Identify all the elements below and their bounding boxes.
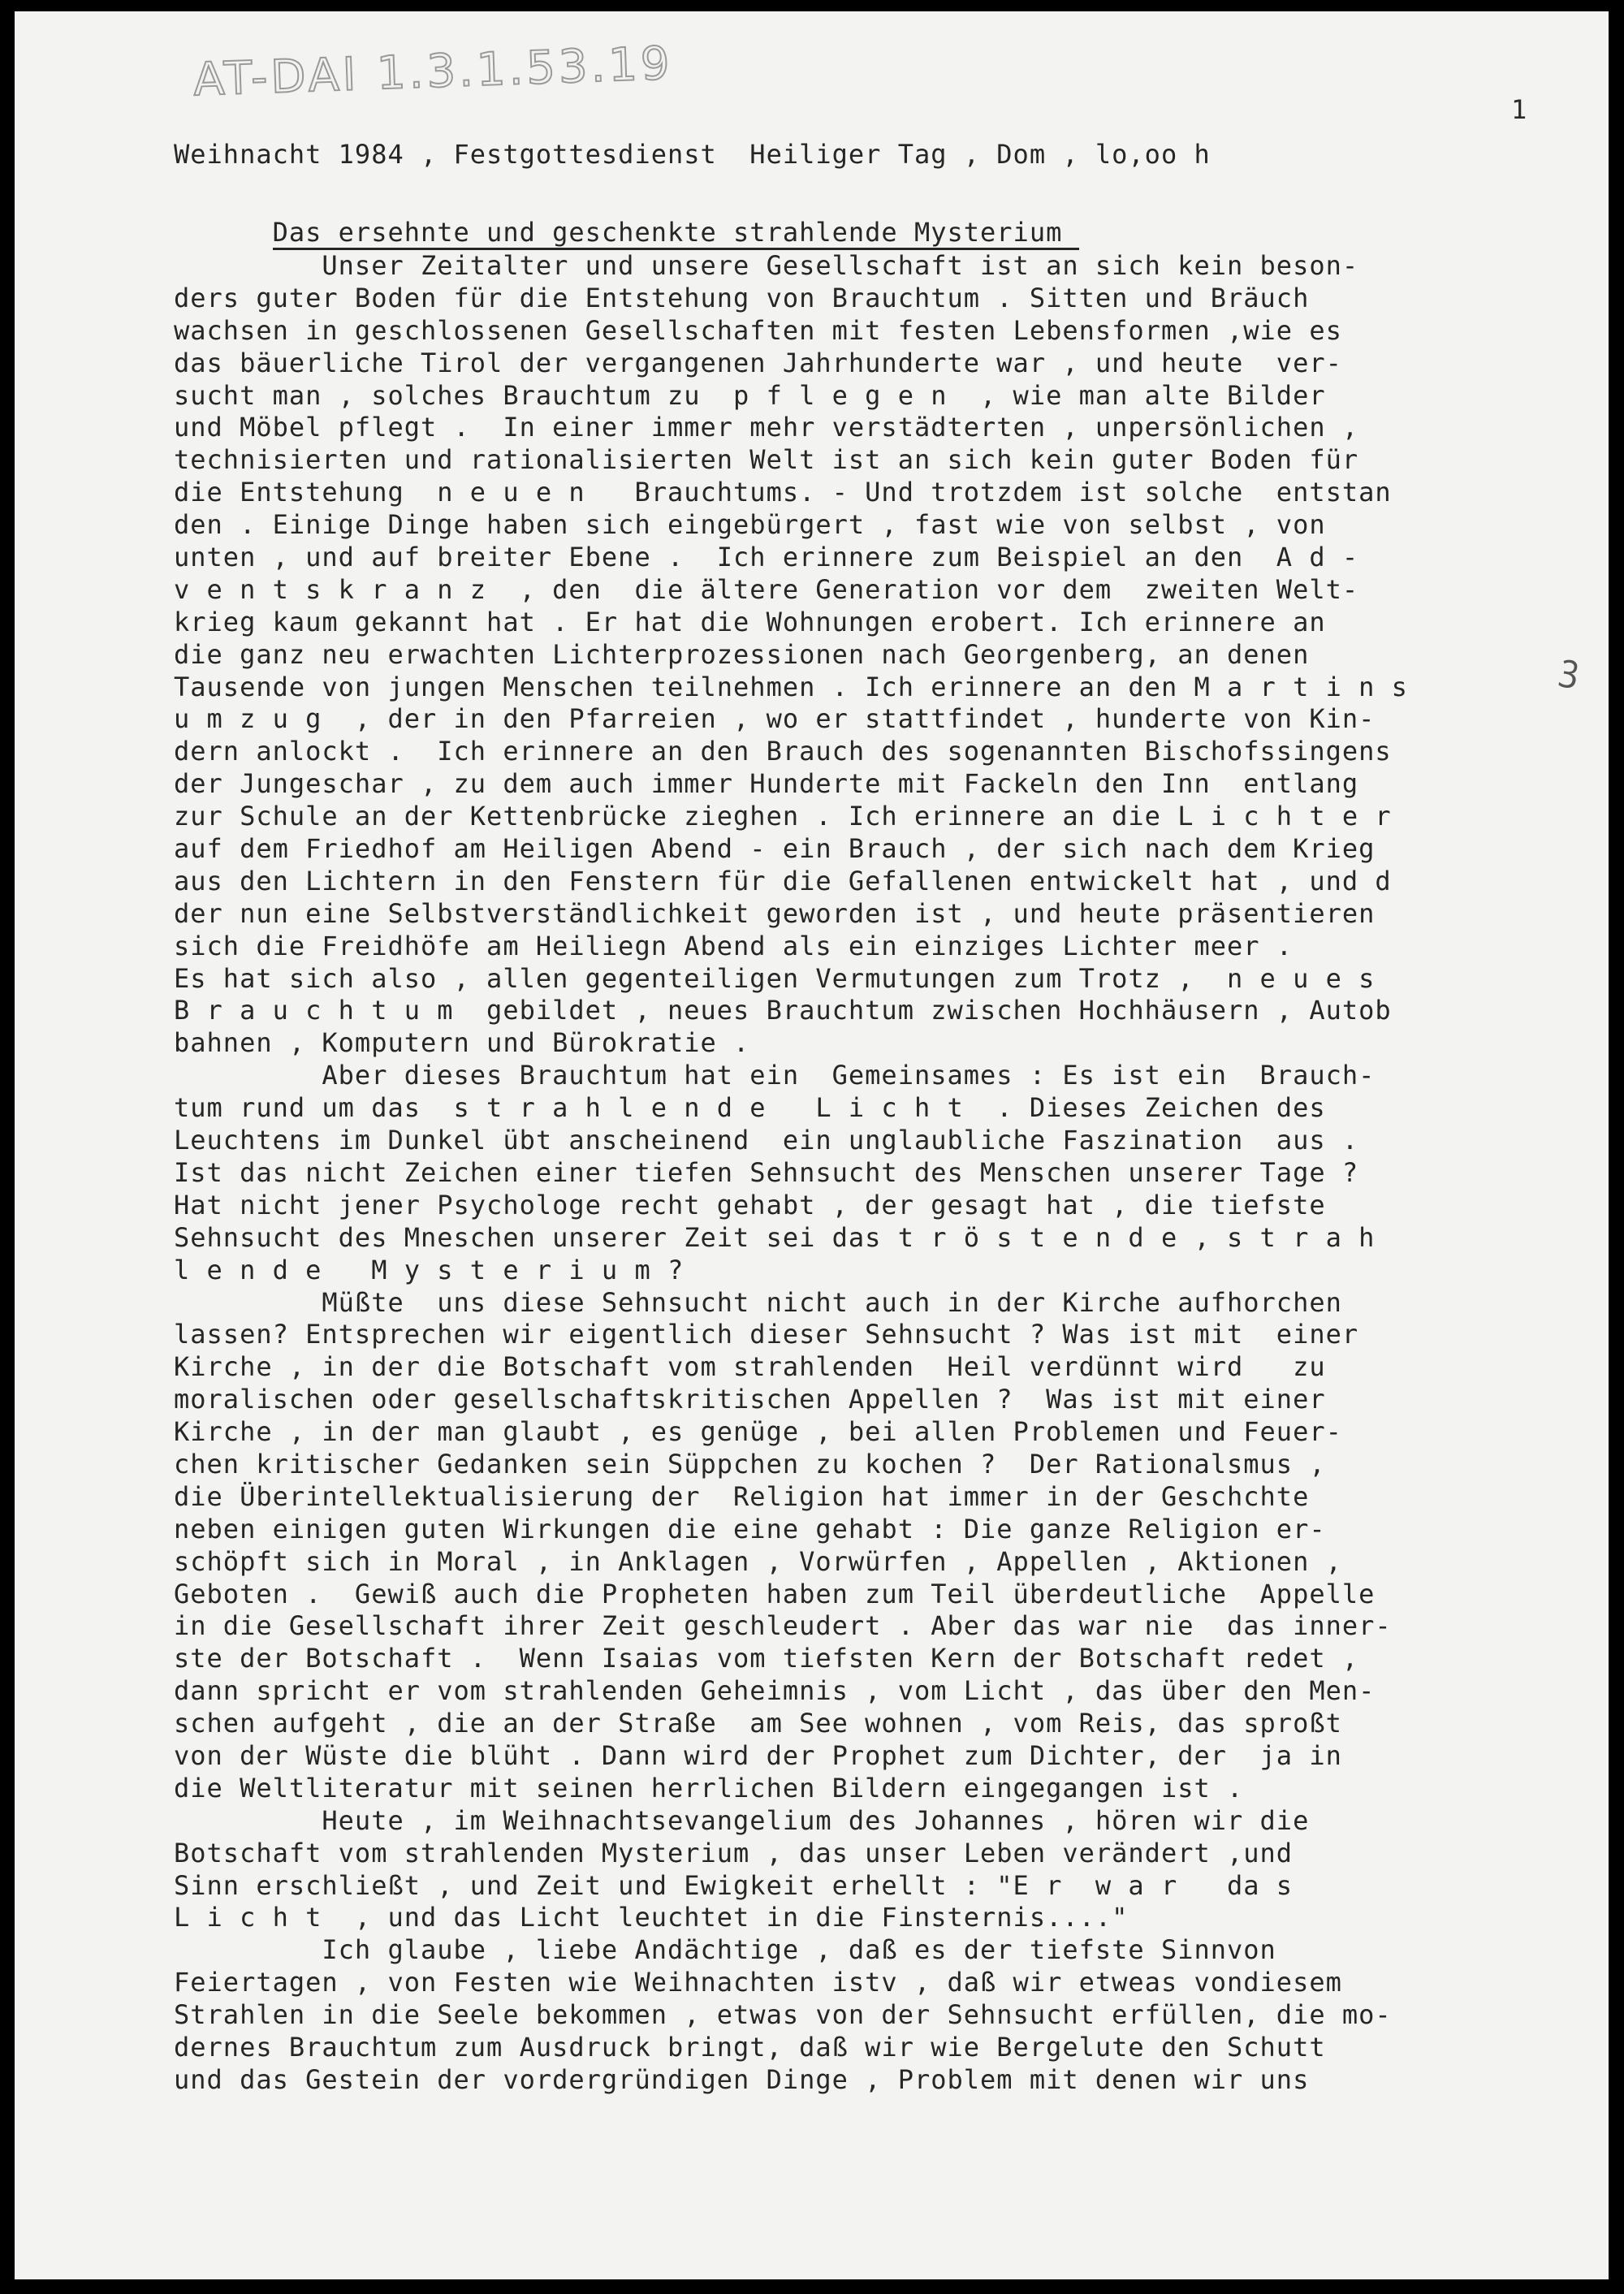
text-line: Sinn erschließt , und Zeit und Ewigkeit erhellt : "E r w a r da s bbox=[174, 1869, 1294, 1901]
text-line: bahnen , Komputern und Bürokratie . bbox=[174, 1027, 750, 1059]
document-heading: Weihnacht 1984 , Festgottesdienst Heiliger Tag , Dom , lo,oo h bbox=[174, 139, 1211, 170]
text-line: Geboten . Gewiß auch die Propheten haben zum Teil überdeutliche Appelle bbox=[174, 1578, 1376, 1609]
text-line: Ich glaube , liebe Andächtige , daß es der tiefste Sinnvon bbox=[174, 1934, 1276, 1966]
text-line: Feiertagen , von Festen wie Weihnachten istv , daß wir etweas vondiesem bbox=[174, 1967, 1342, 1998]
text-line: technisierten und rationalisierten Welt ist an sich kein guter Boden für bbox=[174, 444, 1359, 476]
text-line: chen kritischer Gedanken sein Süppchen zu kochen ? Der Rationalsmus , bbox=[174, 1448, 1326, 1480]
document-page bbox=[15, 11, 1609, 2279]
text-line: Kirche , in der man glaubt , es genüge , bei allen Problemen und Feuer- bbox=[174, 1416, 1342, 1448]
text-line: die ganz neu erwachten Lichterprozessionen nach Georgenberg, an denen bbox=[174, 638, 1310, 670]
text-line: L i c h t , und das Licht leuchtet in die Finsternis...." bbox=[174, 1902, 1129, 1933]
text-line: das bäuerliche Tirol der vergangenen Jahrhunderte war , und heute ver- bbox=[174, 347, 1342, 378]
text-line: aus den Lichtern in den Fenstern für die Gefallenen entwickelt hat , und d bbox=[174, 865, 1392, 896]
text-line: Es hat sich also , allen gegenteiligen Vermutungen zum Trotz , n e u e s bbox=[174, 962, 1376, 994]
page-number: 1 bbox=[1511, 94, 1527, 125]
text-line: dernes Brauchtum zum Ausdruck bringt, daß wir wie Bergelute den Schutt bbox=[174, 2031, 1326, 2063]
text-line: krieg kaum gekannt hat . Er hat die Wohnungen erobert. Ich erinnere an bbox=[174, 606, 1326, 637]
text-line: Unser Zeitalter und unsere Gesellschaft ist an sich kein beson- bbox=[174, 250, 1359, 281]
text-line: Leuchtens im Dunkel übt anscheinend ein unglaubliche Faszination aus . bbox=[174, 1125, 1359, 1156]
typescript-body bbox=[174, 135, 1609, 2097]
text-line: v e n t s k r a n z , den die ältere Generation vor dem zweiten Welt- bbox=[174, 573, 1359, 605]
text-line: der Jungeschar , zu dem auch immer Hunderte mit Fackeln den Inn entlang bbox=[174, 768, 1359, 800]
document-title: Das ersehnte und geschenkte strahlende Mysterium bbox=[273, 217, 1079, 250]
text-line: ders guter Boden für die Entstehung von Brauchtum . Sitten und Bräuch bbox=[174, 282, 1310, 313]
text-line: Heute , im Weihnachtsevangelium des Johannes , hören wir die bbox=[174, 1804, 1310, 1836]
text-line: Strahlen in die Seele bekommen , etwas von der Sehnsucht erfüllen, die mo- bbox=[174, 1999, 1392, 2031]
text-line: auf dem Friedhof am Heiligen Abend - ein Brauch , der sich nach dem Krieg bbox=[174, 833, 1376, 865]
text-line: der nun eine Selbstverständlichkeit geworden ist , und heute präsentieren bbox=[174, 897, 1376, 929]
text-line: Kirche , in der die Botschaft vom strahlenden Heil verdünnt wird zu bbox=[174, 1351, 1326, 1383]
text-line: B r a u c h t u m gebildet , neues Brauchtum zwischen Hochhäusern , Autob bbox=[174, 995, 1392, 1026]
text-line: unten , und auf breiter Ebene . Ich erinnere zum Beispiel an den A d - bbox=[174, 542, 1359, 573]
document-title-line bbox=[174, 174, 1609, 248]
text-line: Hat nicht jener Psychologe recht gehabt , der gesagt hat , die tiefste bbox=[174, 1189, 1326, 1220]
text-line: in die Gesellschaft ihrer Zeit geschleudert . Aber das war nie das inner- bbox=[174, 1610, 1392, 1642]
text-line: schöpft sich in Moral , in Anklagen , Vorwürfen , Appellen , Aktionen , bbox=[174, 1545, 1342, 1577]
text-line: dern anlockt . Ich erinnere an den Brauch des sogenannten Bischofssingens bbox=[174, 736, 1392, 767]
text-line: Sehnsucht des Mneschen unserer Zeit sei das t r ö s t e n d e , s t r a h bbox=[174, 1221, 1376, 1253]
archive-stamp: AT-DAI 1.3.1.53.19 bbox=[192, 37, 674, 107]
text-line: schen aufgeht , die an der Straße am See wohnen , vom Reis, das sproßt bbox=[174, 1708, 1342, 1739]
body-text bbox=[174, 250, 1609, 2097]
text-line: und das Gestein der vordergründigen Dinge , Problem mit denen wir uns bbox=[174, 2063, 1310, 2095]
margin-mark: ꝫ bbox=[1557, 646, 1583, 690]
text-line: Ist das nicht Zeichen einer tiefen Sehnsucht des Menschen unserer Tage ? bbox=[174, 1156, 1359, 1188]
text-line: lassen? Entsprechen wir eigentlich dieser Sehnsucht ? Was ist mit einer bbox=[174, 1319, 1359, 1350]
text-line: wachsen in geschlossenen Gesellschaften mit festen Lebensformen ,wie es bbox=[174, 314, 1342, 346]
text-line: l e n d e M y s t e r i u m ? bbox=[174, 1254, 685, 1285]
text-line: den . Einige Dinge haben sich eingebürgert , fast wie von selbst , von bbox=[174, 509, 1326, 541]
text-line: tum rund um das s t r a h l e n d e L i c h t . Dieses Zeichen des bbox=[174, 1092, 1326, 1124]
text-line: Aber dieses Brauchtum hat ein Gemeinsames : Es ist ein Brauch- bbox=[174, 1060, 1376, 1091]
text-line: sich die Freidhöfe am Heiliegn Abend als ein einziges Lichter meer . bbox=[174, 930, 1294, 961]
text-line: die Weltliteratur mit seinen herrlichen Bildern eingegangen ist . bbox=[174, 1772, 1244, 1804]
text-line: die Entstehung n e u e n Brauchtums. - Und trotzdem ist solche entstan bbox=[174, 477, 1392, 508]
text-line: moralischen oder gesellschaftskritischen Appellen ? Was ist mit einer bbox=[174, 1384, 1326, 1415]
text-line: dann spricht er vom strahlenden Geheimnis , vom Licht , das über den Men- bbox=[174, 1675, 1376, 1707]
text-line: neben einigen guten Wirkungen die eine gehabt : Die ganze Religion er- bbox=[174, 1513, 1326, 1544]
text-line: u m z u g , der in den Pfarreien , wo er stattfindet , hunderte von Kin- bbox=[174, 703, 1376, 735]
text-line: zur Schule an der Kettenbrücke zieghen . Ich erinnere an die L i c h t e r bbox=[174, 801, 1392, 832]
text-line: Müßte uns diese Sehnsucht nicht auch in der Kirche aufhorchen bbox=[174, 1286, 1342, 1318]
text-line: Botschaft vom strahlenden Mysterium , das unser Leben verändert ,und bbox=[174, 1837, 1294, 1868]
text-line: und Möbel pflegt . In einer immer mehr verstädterten , unpersönlichen , bbox=[174, 412, 1359, 443]
text-line: Tausende von jungen Menschen teilnehmen . Ich erinnere an den M a r t i n s bbox=[174, 671, 1408, 702]
text-line: die Überintellektualisierung der Religion hat immer in der Geschchte bbox=[174, 1480, 1310, 1512]
text-line: sucht man , solches Brauchtum zu p f l e g e n , wie man alte Bilder bbox=[174, 379, 1326, 411]
text-line: von der Wüste die blüht . Dann wird der Prophet zum Dichter, der ja in bbox=[174, 1739, 1342, 1771]
text-line: ste der Botschaft . Wenn Isaias vom tiefsten Kern der Botschaft redet , bbox=[174, 1643, 1359, 1674]
